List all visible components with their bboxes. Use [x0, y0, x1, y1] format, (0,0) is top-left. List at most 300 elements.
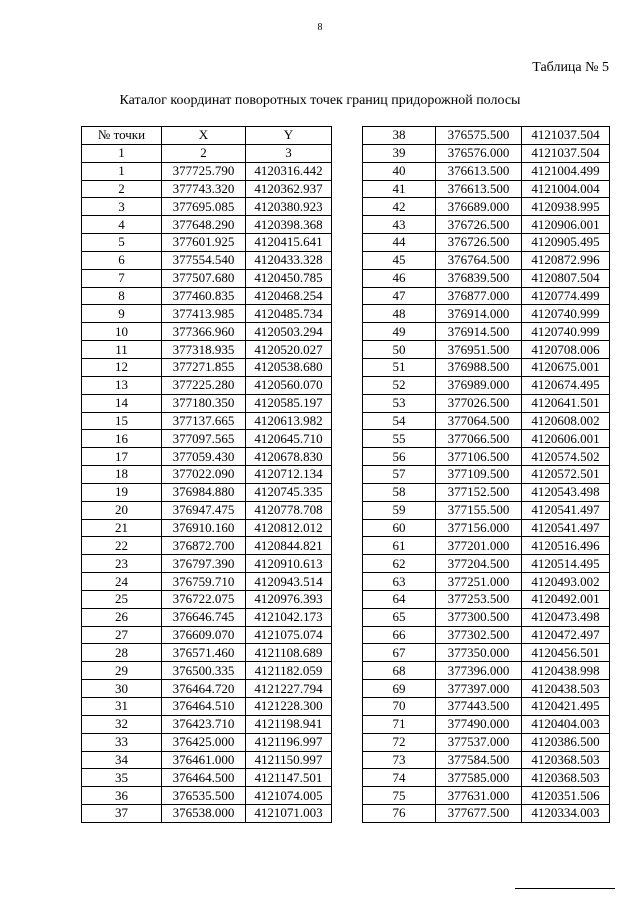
- x-coordinate-cell: 377413.985: [162, 305, 246, 323]
- x-coordinate-cell: 376989.000: [436, 376, 522, 394]
- y-coordinate-cell: 4121227.794: [246, 680, 332, 698]
- y-coordinate-cell: 4121075.074: [246, 626, 332, 644]
- table-row: [82, 358, 332, 376]
- y-coordinate-cell: 4120380.923: [246, 198, 332, 216]
- point-number-cell: 58: [363, 483, 436, 501]
- y-coordinate-cell: 4120493.002: [522, 573, 610, 591]
- header-index-x: 2: [162, 144, 246, 162]
- y-coordinate-cell: 4120541.497: [522, 519, 610, 537]
- point-number-cell: 22: [82, 537, 162, 555]
- y-coordinate-cell: 4120492.001: [522, 590, 610, 608]
- x-coordinate-cell: 377743.320: [162, 180, 246, 198]
- y-coordinate-cell: 4120560.070: [246, 376, 332, 394]
- table-row: [82, 483, 332, 501]
- point-number-cell: 65: [363, 608, 436, 626]
- y-coordinate-cell: 4120675.001: [522, 358, 610, 376]
- y-coordinate-cell: 4120708.006: [522, 341, 610, 359]
- table-row: [82, 680, 332, 698]
- x-coordinate-cell: 377695.085: [162, 198, 246, 216]
- table-row: [82, 769, 332, 787]
- x-coordinate-cell: 376877.000: [436, 287, 522, 305]
- point-number-cell: 39: [363, 144, 436, 162]
- x-coordinate-cell: 376538.000: [162, 805, 246, 823]
- point-number-cell: 68: [363, 662, 436, 680]
- y-coordinate-cell: 4121037.504: [522, 127, 610, 145]
- x-coordinate-cell: 376914.000: [436, 305, 522, 323]
- point-number-cell: 62: [363, 555, 436, 573]
- point-number-cell: 9: [82, 305, 162, 323]
- point-number-cell: 4: [82, 216, 162, 234]
- y-coordinate-cell: 4120645.710: [246, 430, 332, 448]
- coordinates-table-right-body: [363, 127, 610, 823]
- y-coordinate-cell: 4120485.734: [246, 305, 332, 323]
- x-coordinate-cell: 377584.500: [436, 751, 522, 769]
- footer-divider: [515, 888, 615, 889]
- y-coordinate-cell: 4120438.503: [522, 680, 610, 698]
- x-coordinate-cell: 377204.500: [436, 555, 522, 573]
- y-coordinate-cell: 4120368.503: [522, 751, 610, 769]
- table-row: [363, 269, 610, 287]
- y-coordinate-cell: 4120938.995: [522, 198, 610, 216]
- x-coordinate-cell: 377156.000: [436, 519, 522, 537]
- y-coordinate-cell: 4120386.500: [522, 733, 610, 751]
- table-row: [363, 358, 610, 376]
- x-coordinate-cell: 377396.000: [436, 662, 522, 680]
- x-coordinate-cell: 377366.960: [162, 323, 246, 341]
- x-coordinate-cell: 376425.000: [162, 733, 246, 751]
- point-number-cell: 8: [82, 287, 162, 305]
- header-index-point: 1: [82, 144, 162, 162]
- table-row: [82, 733, 332, 751]
- x-coordinate-cell: 377097.565: [162, 430, 246, 448]
- x-coordinate-cell: 376575.500: [436, 127, 522, 145]
- x-coordinate-cell: 377022.090: [162, 466, 246, 484]
- x-coordinate-cell: 376947.475: [162, 501, 246, 519]
- table-row: [363, 590, 610, 608]
- point-number-cell: 37: [82, 805, 162, 823]
- x-coordinate-cell: 377251.000: [436, 573, 522, 591]
- y-coordinate-cell: 4121147.501: [246, 769, 332, 787]
- y-coordinate-cell: 4120472.497: [522, 626, 610, 644]
- y-coordinate-cell: 4121196.997: [246, 733, 332, 751]
- point-number-cell: 5: [82, 234, 162, 252]
- table-row: [82, 662, 332, 680]
- table-row: [363, 805, 610, 823]
- point-number-cell: 61: [363, 537, 436, 555]
- table-row: [363, 341, 610, 359]
- y-coordinate-cell: 4120398.368: [246, 216, 332, 234]
- y-coordinate-cell: 4120740.999: [522, 323, 610, 341]
- point-number-cell: 26: [82, 608, 162, 626]
- y-coordinate-cell: 4120473.498: [522, 608, 610, 626]
- header-index-row: [82, 144, 332, 162]
- table-row: [363, 519, 610, 537]
- x-coordinate-cell: 377064.500: [436, 412, 522, 430]
- table-row: [363, 144, 610, 162]
- y-coordinate-cell: 4120674.495: [522, 376, 610, 394]
- x-coordinate-cell: 376910.160: [162, 519, 246, 537]
- y-coordinate-cell: 4120585.197: [246, 394, 332, 412]
- x-coordinate-cell: 376988.500: [436, 358, 522, 376]
- y-coordinate-cell: 4120450.785: [246, 269, 332, 287]
- point-number-cell: 55: [363, 430, 436, 448]
- y-coordinate-cell: 4120774.499: [522, 287, 610, 305]
- point-number-cell: 51: [363, 358, 436, 376]
- table-row: [82, 180, 332, 198]
- y-coordinate-cell: 4120712.134: [246, 466, 332, 484]
- table-row: [82, 162, 332, 180]
- x-coordinate-cell: 376914.500: [436, 323, 522, 341]
- point-number-cell: 40: [363, 162, 436, 180]
- point-number-cell: 33: [82, 733, 162, 751]
- x-coordinate-cell: 377350.000: [436, 644, 522, 662]
- point-number-cell: 47: [363, 287, 436, 305]
- x-coordinate-cell: 376461.000: [162, 751, 246, 769]
- x-coordinate-cell: 377585.000: [436, 769, 522, 787]
- point-number-cell: 3: [82, 198, 162, 216]
- point-number-cell: 17: [82, 448, 162, 466]
- point-number-cell: 34: [82, 751, 162, 769]
- point-number-cell: 36: [82, 787, 162, 805]
- point-number-cell: 28: [82, 644, 162, 662]
- table-row: [363, 733, 610, 751]
- table-row: [82, 805, 332, 823]
- table-row: [82, 376, 332, 394]
- x-coordinate-cell: 377109.500: [436, 466, 522, 484]
- x-coordinate-cell: 376576.000: [436, 144, 522, 162]
- table-row: [82, 715, 332, 733]
- y-coordinate-cell: 4120520.027: [246, 341, 332, 359]
- y-coordinate-cell: 4121182.059: [246, 662, 332, 680]
- coordinates-table-left-body: [82, 127, 332, 823]
- point-number-cell: 42: [363, 198, 436, 216]
- table-row: [363, 680, 610, 698]
- table-row: [82, 751, 332, 769]
- table-row: [82, 501, 332, 519]
- x-coordinate-cell: 376613.500: [436, 162, 522, 180]
- y-coordinate-cell: 4121198.941: [246, 715, 332, 733]
- x-coordinate-cell: 377490.000: [436, 715, 522, 733]
- y-coordinate-cell: 4120415.641: [246, 234, 332, 252]
- y-coordinate-cell: 4120943.514: [246, 573, 332, 591]
- x-coordinate-cell: 376689.000: [436, 198, 522, 216]
- point-number-cell: 21: [82, 519, 162, 537]
- point-number-cell: 57: [363, 466, 436, 484]
- x-coordinate-cell: 376726.500: [436, 216, 522, 234]
- x-coordinate-cell: 376764.500: [436, 251, 522, 269]
- table-row: [82, 305, 332, 323]
- x-coordinate-cell: 377554.540: [162, 251, 246, 269]
- table-row: [82, 394, 332, 412]
- x-coordinate-cell: 377271.855: [162, 358, 246, 376]
- x-coordinate-cell: 377106.500: [436, 448, 522, 466]
- table-row: [363, 430, 610, 448]
- y-coordinate-cell: 4120538.680: [246, 358, 332, 376]
- point-number-cell: 64: [363, 590, 436, 608]
- header-x: X: [162, 127, 246, 145]
- point-number-cell: 7: [82, 269, 162, 287]
- y-coordinate-cell: 4121037.504: [522, 144, 610, 162]
- x-coordinate-cell: 376464.500: [162, 769, 246, 787]
- point-number-cell: 54: [363, 412, 436, 430]
- point-number-cell: 11: [82, 341, 162, 359]
- x-coordinate-cell: 376646.745: [162, 608, 246, 626]
- point-number-cell: 41: [363, 180, 436, 198]
- point-number-cell: 6: [82, 251, 162, 269]
- coordinates-table-right: [362, 126, 610, 823]
- x-coordinate-cell: 377537.000: [436, 733, 522, 751]
- table-row: [363, 162, 610, 180]
- y-coordinate-cell: 4120468.254: [246, 287, 332, 305]
- table-row: [82, 466, 332, 484]
- table-row: [82, 555, 332, 573]
- x-coordinate-cell: 377302.500: [436, 626, 522, 644]
- y-coordinate-cell: 4121108.689: [246, 644, 332, 662]
- table-row: [82, 519, 332, 537]
- point-number-cell: 1: [82, 162, 162, 180]
- table-row: [82, 234, 332, 252]
- table-row: [363, 448, 610, 466]
- table-row: [363, 412, 610, 430]
- point-number-cell: 52: [363, 376, 436, 394]
- point-number-cell: 18: [82, 466, 162, 484]
- point-number-cell: 20: [82, 501, 162, 519]
- header-row: [82, 127, 332, 145]
- point-number-cell: 38: [363, 127, 436, 145]
- x-coordinate-cell: 376423.710: [162, 715, 246, 733]
- table-row: [82, 287, 332, 305]
- point-number-cell: 13: [82, 376, 162, 394]
- table-row: [82, 430, 332, 448]
- y-coordinate-cell: 4120572.501: [522, 466, 610, 484]
- page-number: 8: [317, 22, 323, 33]
- table-row: [363, 483, 610, 501]
- table-row: [82, 626, 332, 644]
- table-row: [363, 305, 610, 323]
- x-coordinate-cell: 377066.500: [436, 430, 522, 448]
- table-row: [363, 394, 610, 412]
- point-number-cell: 29: [82, 662, 162, 680]
- y-coordinate-cell: 4120421.495: [522, 698, 610, 716]
- point-number-cell: 66: [363, 626, 436, 644]
- table-row: [82, 198, 332, 216]
- table-row: [363, 787, 610, 805]
- y-coordinate-cell: 4120910.613: [246, 555, 332, 573]
- table-row: [363, 537, 610, 555]
- table-row: [363, 555, 610, 573]
- point-number-cell: 15: [82, 412, 162, 430]
- table-row: [82, 573, 332, 591]
- point-number-cell: 12: [82, 358, 162, 376]
- point-number-cell: 56: [363, 448, 436, 466]
- table-row: [363, 234, 610, 252]
- y-coordinate-cell: 4120456.501: [522, 644, 610, 662]
- x-coordinate-cell: 376613.500: [436, 180, 522, 198]
- point-number-cell: 75: [363, 787, 436, 805]
- y-coordinate-cell: 4120905.495: [522, 234, 610, 252]
- y-coordinate-cell: 4120778.708: [246, 501, 332, 519]
- point-number-cell: 10: [82, 323, 162, 341]
- x-coordinate-cell: 376609.070: [162, 626, 246, 644]
- point-number-cell: 69: [363, 680, 436, 698]
- y-coordinate-cell: 4120433.328: [246, 251, 332, 269]
- y-coordinate-cell: 4120641.501: [522, 394, 610, 412]
- x-coordinate-cell: 376984.880: [162, 483, 246, 501]
- table-row: [82, 341, 332, 359]
- x-coordinate-cell: 377201.000: [436, 537, 522, 555]
- y-coordinate-cell: 4120745.335: [246, 483, 332, 501]
- point-number-cell: 23: [82, 555, 162, 573]
- x-coordinate-cell: 377300.500: [436, 608, 522, 626]
- point-number-cell: 27: [82, 626, 162, 644]
- x-coordinate-cell: 377318.935: [162, 341, 246, 359]
- x-coordinate-cell: 376872.700: [162, 537, 246, 555]
- y-coordinate-cell: 4121071.003: [246, 805, 332, 823]
- y-coordinate-cell: 4120334.003: [522, 805, 610, 823]
- point-number-cell: 72: [363, 733, 436, 751]
- header-y: Y: [246, 127, 332, 145]
- point-number-cell: 48: [363, 305, 436, 323]
- y-coordinate-cell: 4120503.294: [246, 323, 332, 341]
- x-coordinate-cell: 377648.290: [162, 216, 246, 234]
- x-coordinate-cell: 376759.710: [162, 573, 246, 591]
- point-number-cell: 60: [363, 519, 436, 537]
- table-row: [363, 287, 610, 305]
- point-number-cell: 31: [82, 698, 162, 716]
- point-number-cell: 59: [363, 501, 436, 519]
- point-number-cell: 35: [82, 769, 162, 787]
- x-coordinate-cell: 377180.350: [162, 394, 246, 412]
- y-coordinate-cell: 4120613.982: [246, 412, 332, 430]
- x-coordinate-cell: 376722.075: [162, 590, 246, 608]
- x-coordinate-cell: 377631.000: [436, 787, 522, 805]
- table-row: [363, 769, 610, 787]
- y-coordinate-cell: 4120316.442: [246, 162, 332, 180]
- y-coordinate-cell: 4120574.502: [522, 448, 610, 466]
- y-coordinate-cell: 4120844.821: [246, 537, 332, 555]
- x-coordinate-cell: 377507.680: [162, 269, 246, 287]
- y-coordinate-cell: 4120740.999: [522, 305, 610, 323]
- table-row: [363, 662, 610, 680]
- table-row: [363, 573, 610, 591]
- x-coordinate-cell: 376535.500: [162, 787, 246, 805]
- point-number-cell: 76: [363, 805, 436, 823]
- y-coordinate-cell: 4120608.002: [522, 412, 610, 430]
- x-coordinate-cell: 377137.665: [162, 412, 246, 430]
- y-coordinate-cell: 4121074.005: [246, 787, 332, 805]
- point-number-cell: 24: [82, 573, 162, 591]
- table-row: [363, 715, 610, 733]
- x-coordinate-cell: 377253.500: [436, 590, 522, 608]
- table-caption: Каталог координат поворотных точек границ придорожной полосы: [119, 93, 521, 108]
- x-coordinate-cell: 376571.460: [162, 644, 246, 662]
- y-coordinate-cell: 4120812.012: [246, 519, 332, 537]
- table-row: [82, 787, 332, 805]
- table-row: [363, 644, 610, 662]
- y-coordinate-cell: 4120541.497: [522, 501, 610, 519]
- table-row: [363, 198, 610, 216]
- y-coordinate-cell: 4121150.997: [246, 751, 332, 769]
- point-number-cell: 45: [363, 251, 436, 269]
- table-row: [82, 412, 332, 430]
- x-coordinate-cell: 377152.500: [436, 483, 522, 501]
- y-coordinate-cell: 4120516.496: [522, 537, 610, 555]
- table-label: Таблица № 5: [532, 60, 609, 75]
- y-coordinate-cell: 4120362.937: [246, 180, 332, 198]
- x-coordinate-cell: 376464.720: [162, 680, 246, 698]
- x-coordinate-cell: 376797.390: [162, 555, 246, 573]
- table-row: [82, 644, 332, 662]
- x-coordinate-cell: 377725.790: [162, 162, 246, 180]
- table-row: [82, 251, 332, 269]
- x-coordinate-cell: 377677.500: [436, 805, 522, 823]
- point-number-cell: 14: [82, 394, 162, 412]
- y-coordinate-cell: 4120438.998: [522, 662, 610, 680]
- x-coordinate-cell: 376951.500: [436, 341, 522, 359]
- table-row: [363, 466, 610, 484]
- table-row: [363, 251, 610, 269]
- y-coordinate-cell: 4120906.001: [522, 216, 610, 234]
- point-number-cell: 70: [363, 698, 436, 716]
- y-coordinate-cell: 4120514.495: [522, 555, 610, 573]
- x-coordinate-cell: 377155.500: [436, 501, 522, 519]
- y-coordinate-cell: 4120543.498: [522, 483, 610, 501]
- y-coordinate-cell: 4121004.004: [522, 180, 610, 198]
- y-coordinate-cell: 4120872.996: [522, 251, 610, 269]
- point-number-cell: 74: [363, 769, 436, 787]
- y-coordinate-cell: 4120678.830: [246, 448, 332, 466]
- table-row: [363, 216, 610, 234]
- table-row: [363, 127, 610, 145]
- point-number-cell: 67: [363, 644, 436, 662]
- header-point: № точки: [82, 127, 162, 145]
- x-coordinate-cell: 376464.510: [162, 698, 246, 716]
- x-coordinate-cell: 377443.500: [436, 698, 522, 716]
- x-coordinate-cell: 377397.000: [436, 680, 522, 698]
- table-row: [82, 590, 332, 608]
- table-row: [82, 537, 332, 555]
- y-coordinate-cell: 4121042.173: [246, 608, 332, 626]
- table-row: [363, 608, 610, 626]
- point-number-cell: 53: [363, 394, 436, 412]
- point-number-cell: 16: [82, 430, 162, 448]
- table-row: [363, 180, 610, 198]
- header-index-y: 3: [246, 144, 332, 162]
- point-number-cell: 73: [363, 751, 436, 769]
- point-number-cell: 25: [82, 590, 162, 608]
- table-row: [82, 448, 332, 466]
- y-coordinate-cell: 4120606.001: [522, 430, 610, 448]
- x-coordinate-cell: 376839.500: [436, 269, 522, 287]
- table-row: [363, 626, 610, 644]
- x-coordinate-cell: 377225.280: [162, 376, 246, 394]
- point-number-cell: 50: [363, 341, 436, 359]
- x-coordinate-cell: 376726.500: [436, 234, 522, 252]
- table-row: [82, 216, 332, 234]
- y-coordinate-cell: 4120976.393: [246, 590, 332, 608]
- point-number-cell: 2: [82, 180, 162, 198]
- y-coordinate-cell: 4120404.003: [522, 715, 610, 733]
- point-number-cell: 46: [363, 269, 436, 287]
- table-row: [363, 698, 610, 716]
- point-number-cell: 19: [82, 483, 162, 501]
- x-coordinate-cell: 377026.500: [436, 394, 522, 412]
- coordinates-table-left: [81, 126, 332, 823]
- table-row: [82, 323, 332, 341]
- point-number-cell: 32: [82, 715, 162, 733]
- table-row: [363, 323, 610, 341]
- point-number-cell: 44: [363, 234, 436, 252]
